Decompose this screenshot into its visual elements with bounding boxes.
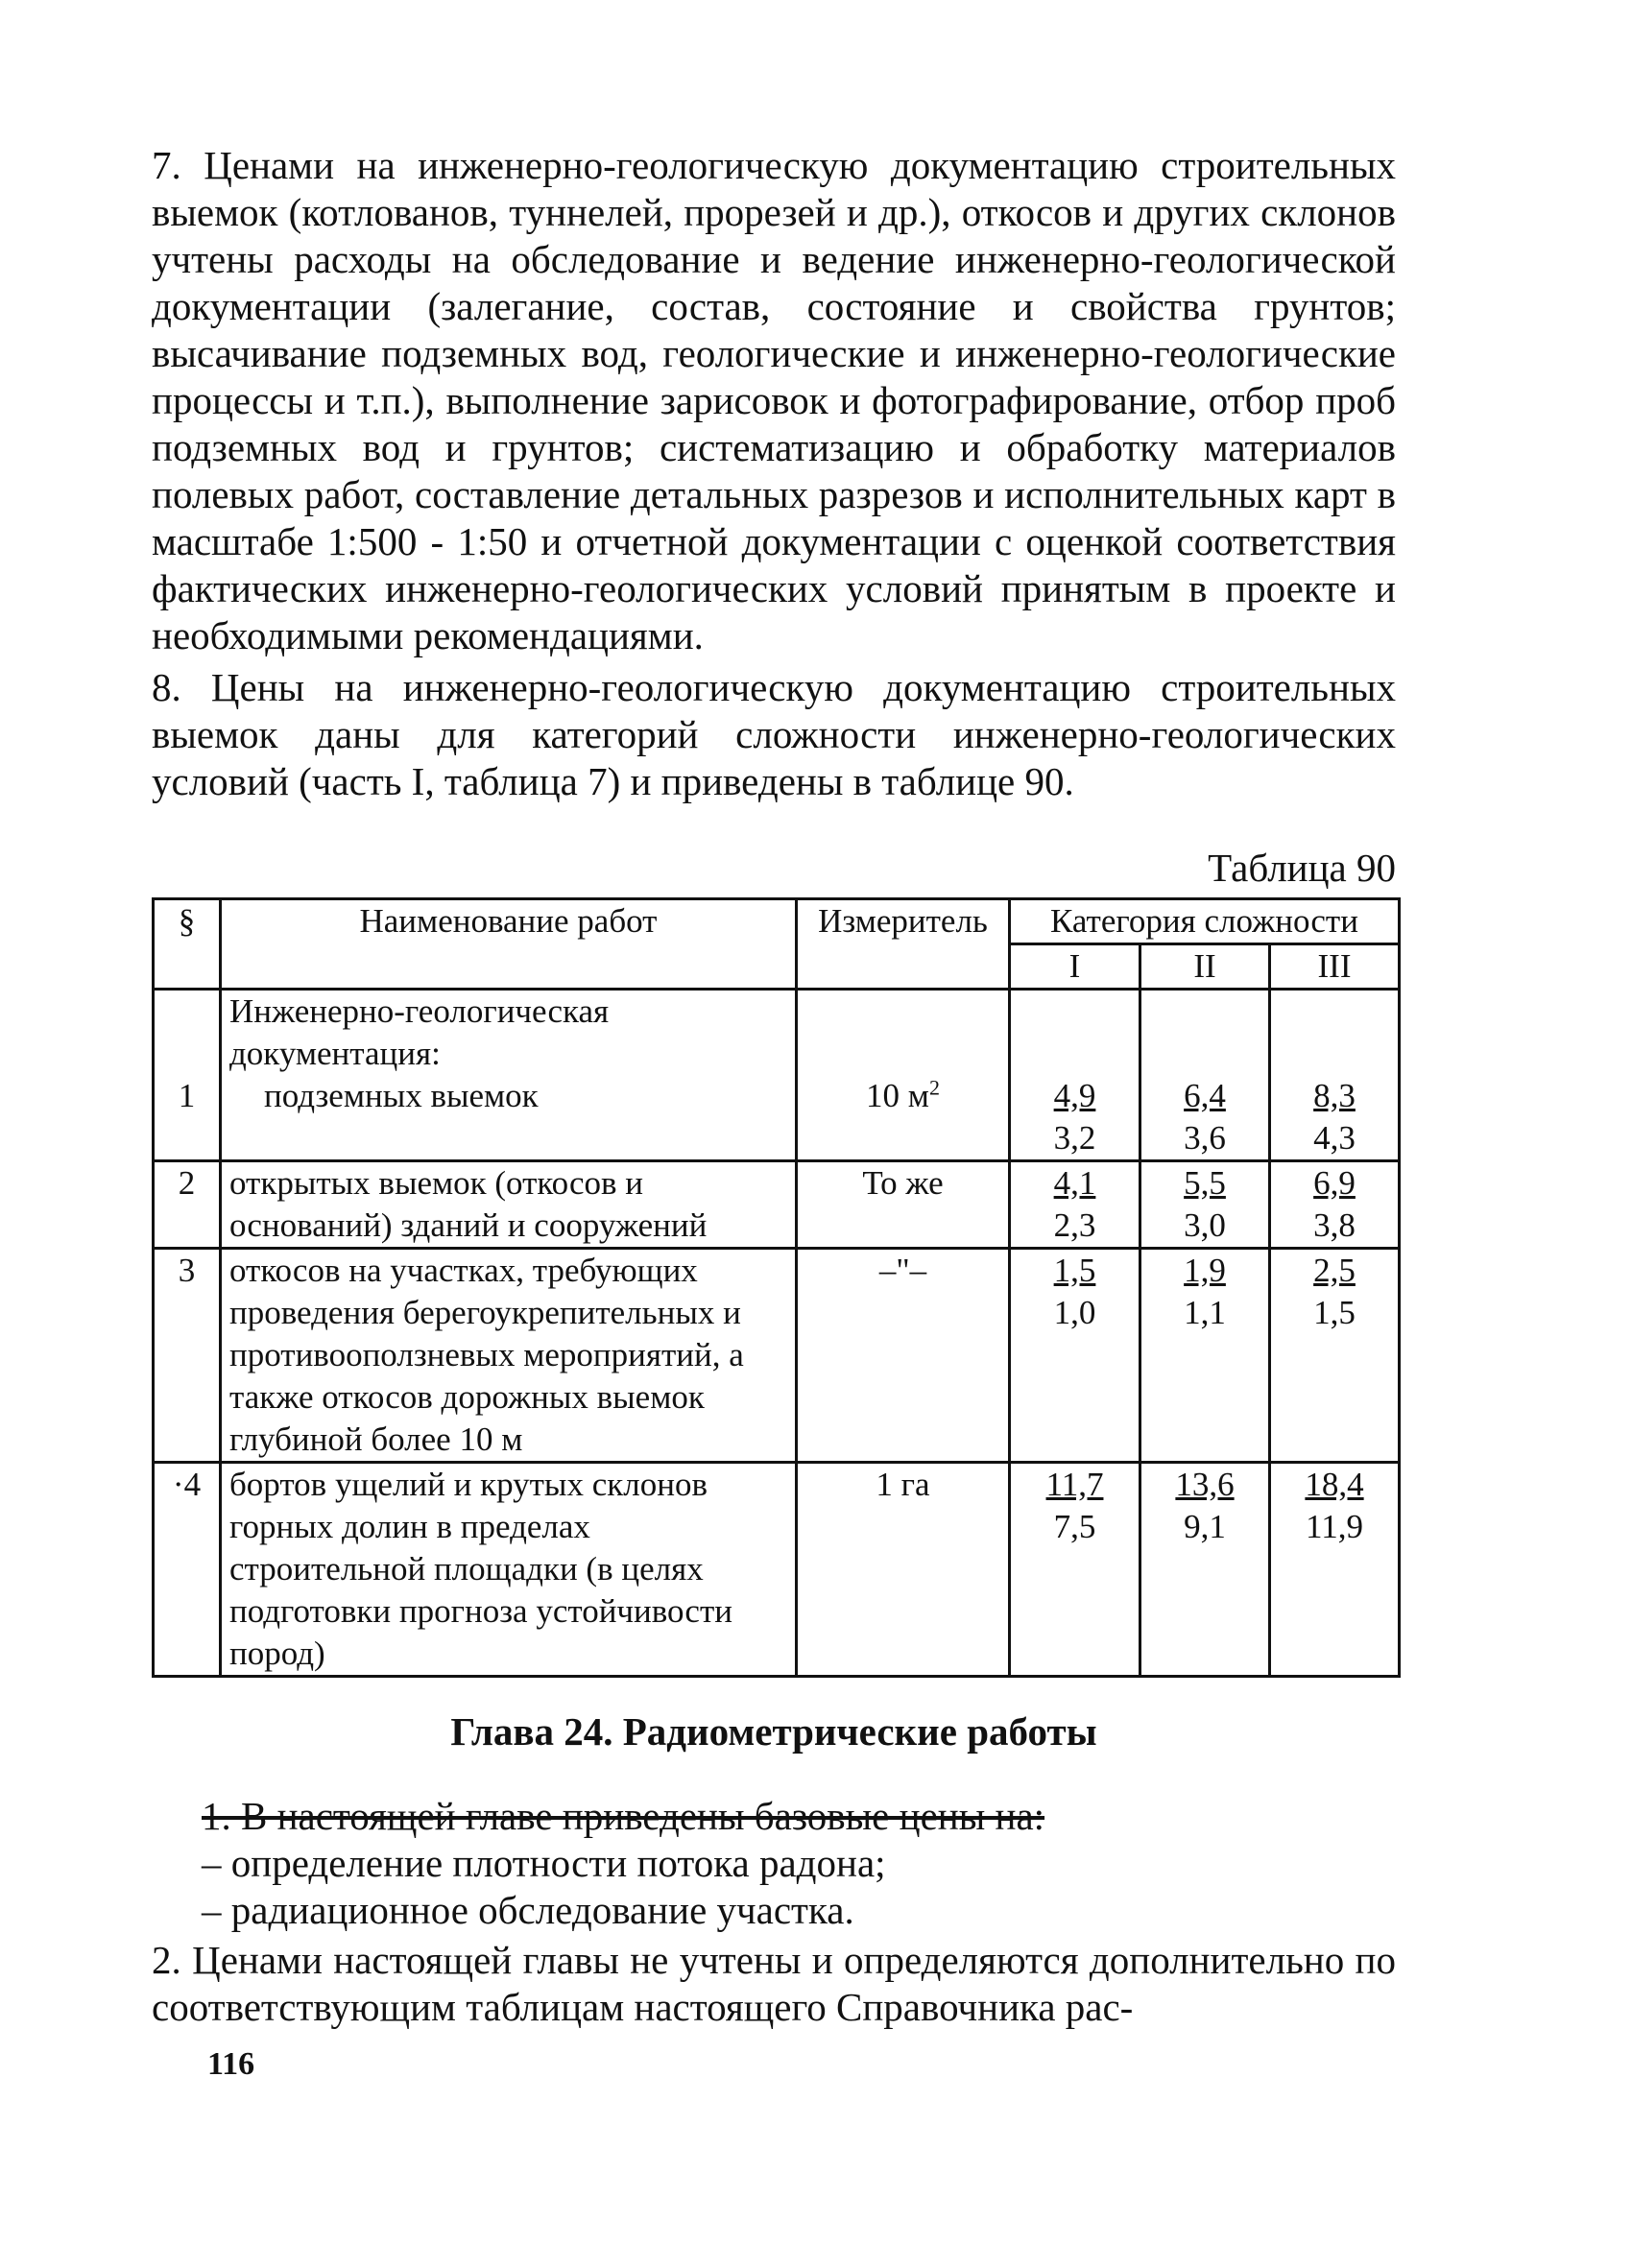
row-value-cat3: 18,4 11,9	[1270, 1463, 1400, 1677]
row-value-cat3: 8,3 4,3	[1270, 990, 1400, 1161]
row-name: откосов на участках, требующих проведения берегоукрепительных и противооползневых мероприятий, а также откосов дорожных выемок глубиной более 10 м	[221, 1249, 797, 1463]
row-value-cat1: 11,7 7,5	[1010, 1463, 1140, 1677]
row-value-cat3: 6,9 3,8	[1270, 1161, 1400, 1249]
header-num: §	[154, 899, 221, 990]
row-value-cat2: 1,9 1,1	[1140, 1249, 1270, 1463]
row-unit: 1 га	[797, 1463, 1010, 1677]
header-name: Наименование работ	[221, 899, 797, 990]
chapter-bullet-2: – радиационное обследование участка.	[202, 1888, 854, 1932]
table-row	[154, 990, 1400, 1161]
row-name	[221, 990, 797, 1161]
chapter-bullet-1: – определение плотности потока радона;	[202, 1841, 886, 1885]
row-num: ·4	[154, 1463, 221, 1677]
header-cat-2: II	[1140, 944, 1270, 990]
table-row	[154, 1463, 1400, 1677]
row-name: бортов ущелий и крутых склонов горных долин в пределах строительной площадки (в целях подготовки прогноза устойчивости пород)	[221, 1463, 797, 1677]
header-category: Категория сложности	[1010, 899, 1400, 944]
header-cat-1: I	[1010, 944, 1140, 990]
row-name-text: подземных выемок	[264, 1077, 539, 1114]
table-row	[154, 1249, 1400, 1463]
row-num: 2	[154, 1161, 221, 1249]
chapter-item-1: 1. В настоящей главе приведены базовые цены на:	[202, 1794, 1045, 1838]
table-header-row	[154, 899, 1400, 944]
chapter-heading: Глава 24. Радиометрические работы	[450, 1709, 1097, 1754]
page-number: 116	[207, 2046, 255, 2082]
row-num: 3	[154, 1249, 221, 1463]
row-name-intro: Инженерно-геологическая документация:	[229, 992, 610, 1072]
row-value-cat1: 4,1 2,3	[1010, 1161, 1140, 1249]
row-unit: То же	[797, 1161, 1010, 1249]
row-value-cat1: 1,5 1,0	[1010, 1249, 1140, 1463]
header-unit: Измеритель	[797, 899, 1010, 990]
row-unit: –"–	[797, 1249, 1010, 1463]
row-value-cat3: 2,5 1,5	[1270, 1249, 1400, 1463]
paragraph-8: 8. Цены на инженерно-геологическую документацию строительных выемок даны для категорий сложности инженерно-геологических условий (часть I, таблица 7) и приведены в таблице 90.	[152, 665, 1396, 803]
row-name: открытых выемок (откосов и оснований) зданий и сооружений	[221, 1161, 797, 1249]
price-table	[152, 897, 1401, 1678]
table-caption: Таблица 90	[1208, 846, 1396, 890]
header-cat-3: III	[1270, 944, 1400, 990]
row-value-cat2: 13,6 9,1	[1140, 1463, 1270, 1677]
table-row	[154, 1161, 1400, 1249]
paragraph-7: 7. Ценами на инженерно-геологическую документацию строительных выемок (котлованов, туннелей, прорезей и др.), откосов и других склонов учтены расходы на обследование и ведение инженерно-геологической документации (залегание, состав, состояние и свойства грунтов; высачивание подземных вод, геологические и инженерно-геологические процессы и т.п.), выполнение зарисовок и фотографирование, отбор проб подземных вод и грунтов; систематизацию и обработку материалов полевых работ, составление детальных разрезов и исполнительных карт в масштабе 1:500 - 1:50 и отчетной документации с оценкой соответствия фактических инженерно-геологических условий принятым в проекте и необходимыми рекомендациями.	[152, 143, 1396, 657]
row-value-cat2: 6,4 3,6	[1140, 990, 1270, 1161]
chapter-item-2: 2. Ценами настоящей главы не учтены и определяются дополнительно по соответствующим таблицам настоящего Справочника рас-	[152, 1938, 1396, 2029]
row-unit: 10 $м^2$	[797, 990, 1010, 1161]
row-value-cat1: 4,9 3,2	[1010, 990, 1140, 1161]
row-num: 1	[154, 990, 221, 1161]
row-value-cat2: 5,5 3,0	[1140, 1161, 1270, 1249]
